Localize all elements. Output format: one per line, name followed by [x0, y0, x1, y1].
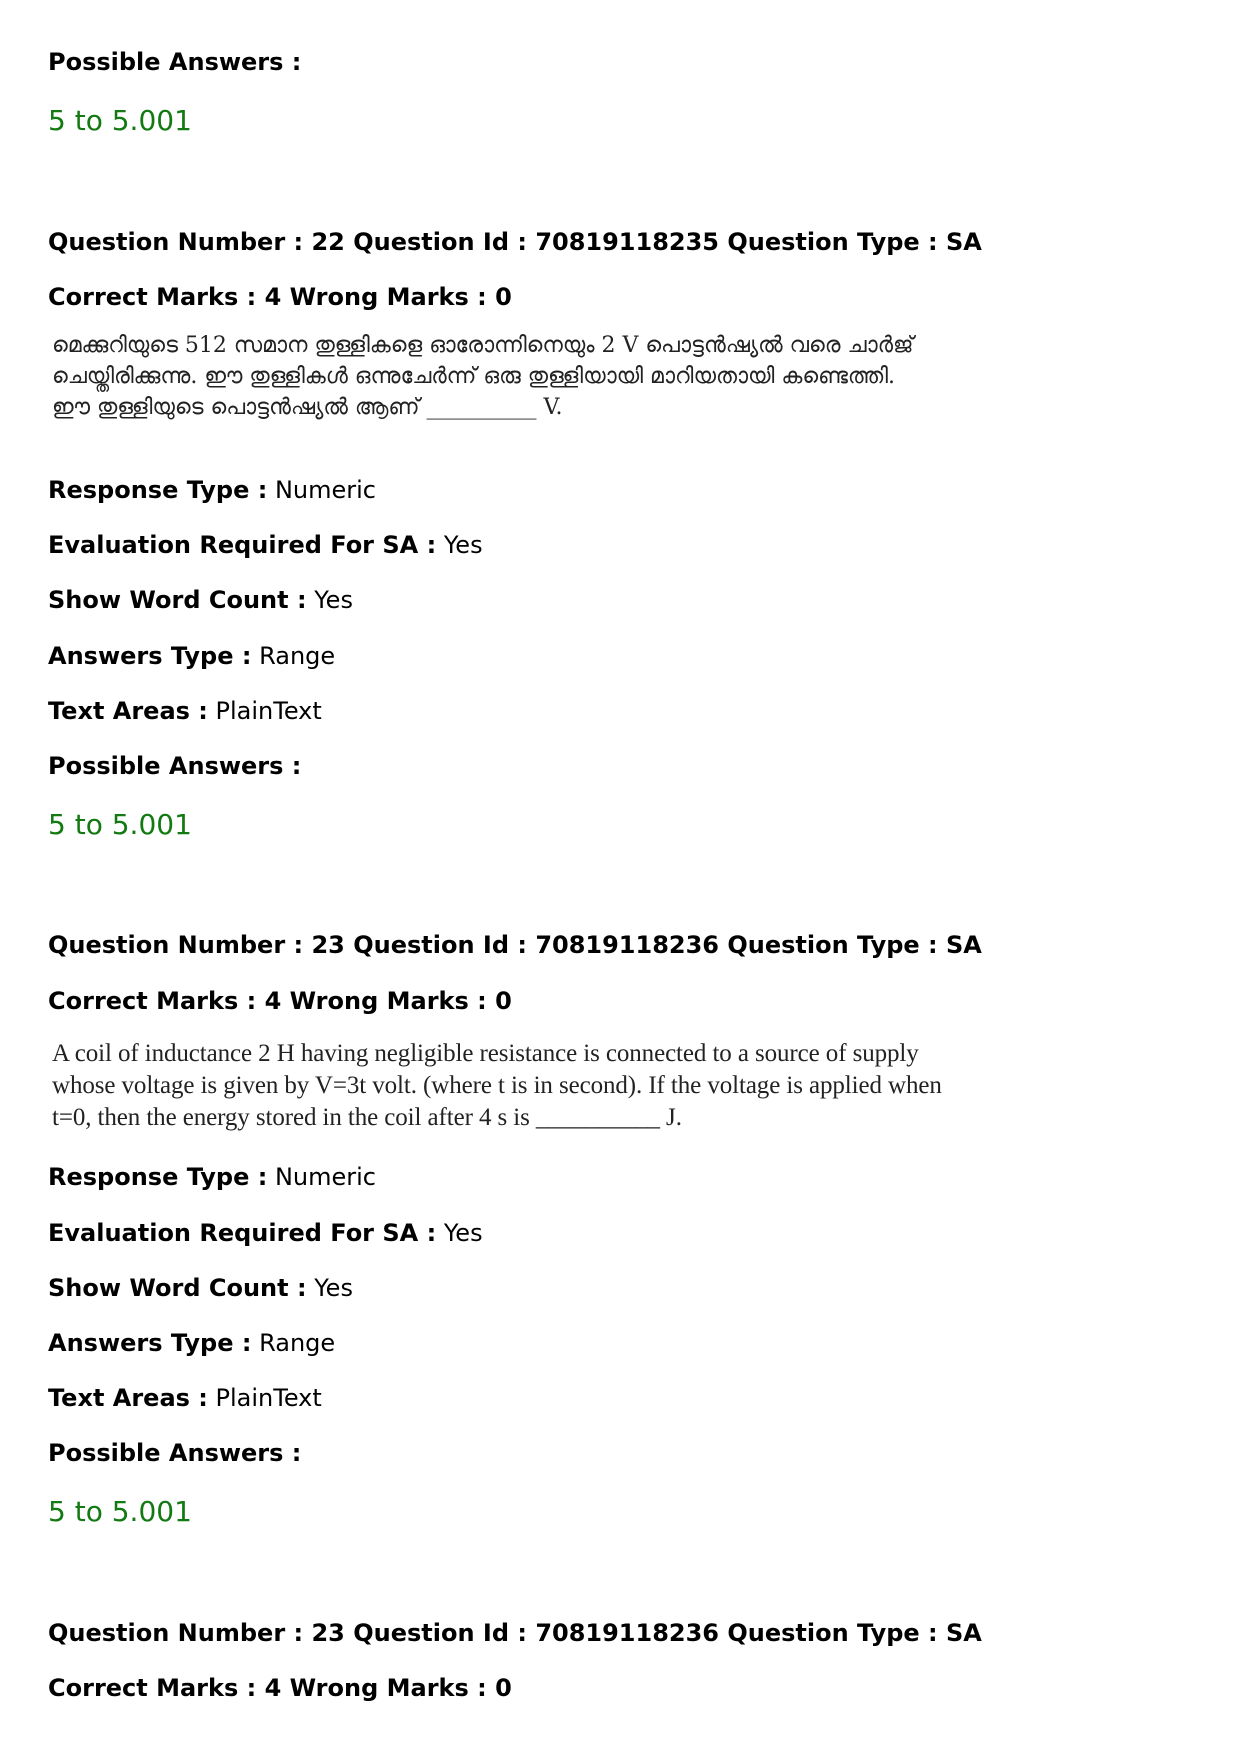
question-text-line: whose voltage is given by V=3t volt. (where t is in second). If the voltage is applied when	[52, 1072, 942, 1099]
question-marks: Correct Marks : 4 Wrong Marks : 0	[48, 283, 512, 311]
question-marks: Correct Marks : 4 Wrong Marks : 0	[48, 987, 512, 1015]
show-word-count-value: Yes	[314, 586, 353, 614]
response-type-value: Numeric	[274, 476, 376, 504]
response-type-row	[48, 475, 376, 505]
show-word-count-row	[48, 1273, 353, 1303]
possible-answer-value: 5 to 5.001	[48, 808, 192, 841]
show-word-count-label: Show Word Count :	[48, 586, 307, 614]
evaluation-required-label: Evaluation Required For SA :	[48, 531, 437, 559]
evaluation-required-value: Yes	[443, 1219, 483, 1247]
show-word-count-value: Yes	[314, 1274, 353, 1302]
question-text	[52, 330, 914, 423]
answers-type-value: Range	[259, 642, 336, 670]
text-areas-value: PlainText	[215, 697, 322, 725]
possible-answers-label: Possible Answers :	[48, 752, 302, 780]
show-word-count-row	[48, 585, 353, 615]
text-areas-value: PlainText	[215, 1384, 322, 1412]
response-type-value: Numeric	[274, 1163, 376, 1191]
text-areas-label: Text Areas :	[48, 1384, 208, 1412]
answers-type-label: Answers Type :	[48, 1329, 252, 1357]
evaluation-required-label: Evaluation Required For SA :	[48, 1219, 437, 1247]
answers-type-row	[48, 641, 335, 671]
question-text-line: t=0, then the energy stored in the coil after 4 s is __________ J.	[52, 1104, 682, 1131]
possible-answers-label: Possible Answers :	[48, 1439, 302, 1467]
response-type-row	[48, 1162, 376, 1192]
possible-answer-value: 5 to 5.001	[48, 1495, 192, 1528]
evaluation-required-row	[48, 530, 483, 560]
question-text-line: A coil of inductance 2 H having negligible resistance is connected to a source of supply	[52, 1040, 919, 1067]
answers-type-row	[48, 1328, 335, 1358]
response-type-label: Response Type :	[48, 1163, 268, 1191]
possible-answers-label: Possible Answers :	[48, 48, 302, 76]
text-areas-row	[48, 1383, 322, 1413]
show-word-count-label: Show Word Count :	[48, 1274, 307, 1302]
evaluation-required-value: Yes	[443, 531, 483, 559]
question-header: Question Number : 22 Question Id : 70819118235 Question Type : SA	[48, 228, 982, 256]
text-areas-label: Text Areas :	[48, 697, 208, 725]
question-header: Question Number : 23 Question Id : 70819118236 Question Type : SA	[48, 931, 982, 959]
question-marks: Correct Marks : 4 Wrong Marks : 0	[48, 1674, 512, 1702]
question-text-line: ചെയ്തിരിക്കുന്നു. ഈ തുള്ളികൾ ഒന്നുചേർന്ന് ഒരു തുള്ളിയായി മാറിയതായി കണ്ടെത്തി.	[52, 364, 895, 389]
response-type-label: Response Type :	[48, 476, 268, 504]
question-header: Question Number : 23 Question Id : 70819118236 Question Type : SA	[48, 1619, 982, 1647]
evaluation-required-row	[48, 1218, 483, 1248]
answers-type-value: Range	[259, 1329, 336, 1357]
answers-type-label: Answers Type :	[48, 642, 252, 670]
question-text-line: ഈ തുള്ളിയുടെ പൊട്ടൻഷ്യൽ ആണ് __________ V.	[52, 395, 563, 420]
text-areas-row	[48, 696, 322, 726]
question-text	[52, 1038, 942, 1134]
possible-answer-value: 5 to 5.001	[48, 104, 192, 137]
question-text-line: മെക്കുറിയുടെ 512 സമാന തുള്ളികളെ ഓരോന്നിനെയും 2 V പൊട്ടൻഷ്യൽ വരെ ചാർജ്	[52, 333, 914, 358]
